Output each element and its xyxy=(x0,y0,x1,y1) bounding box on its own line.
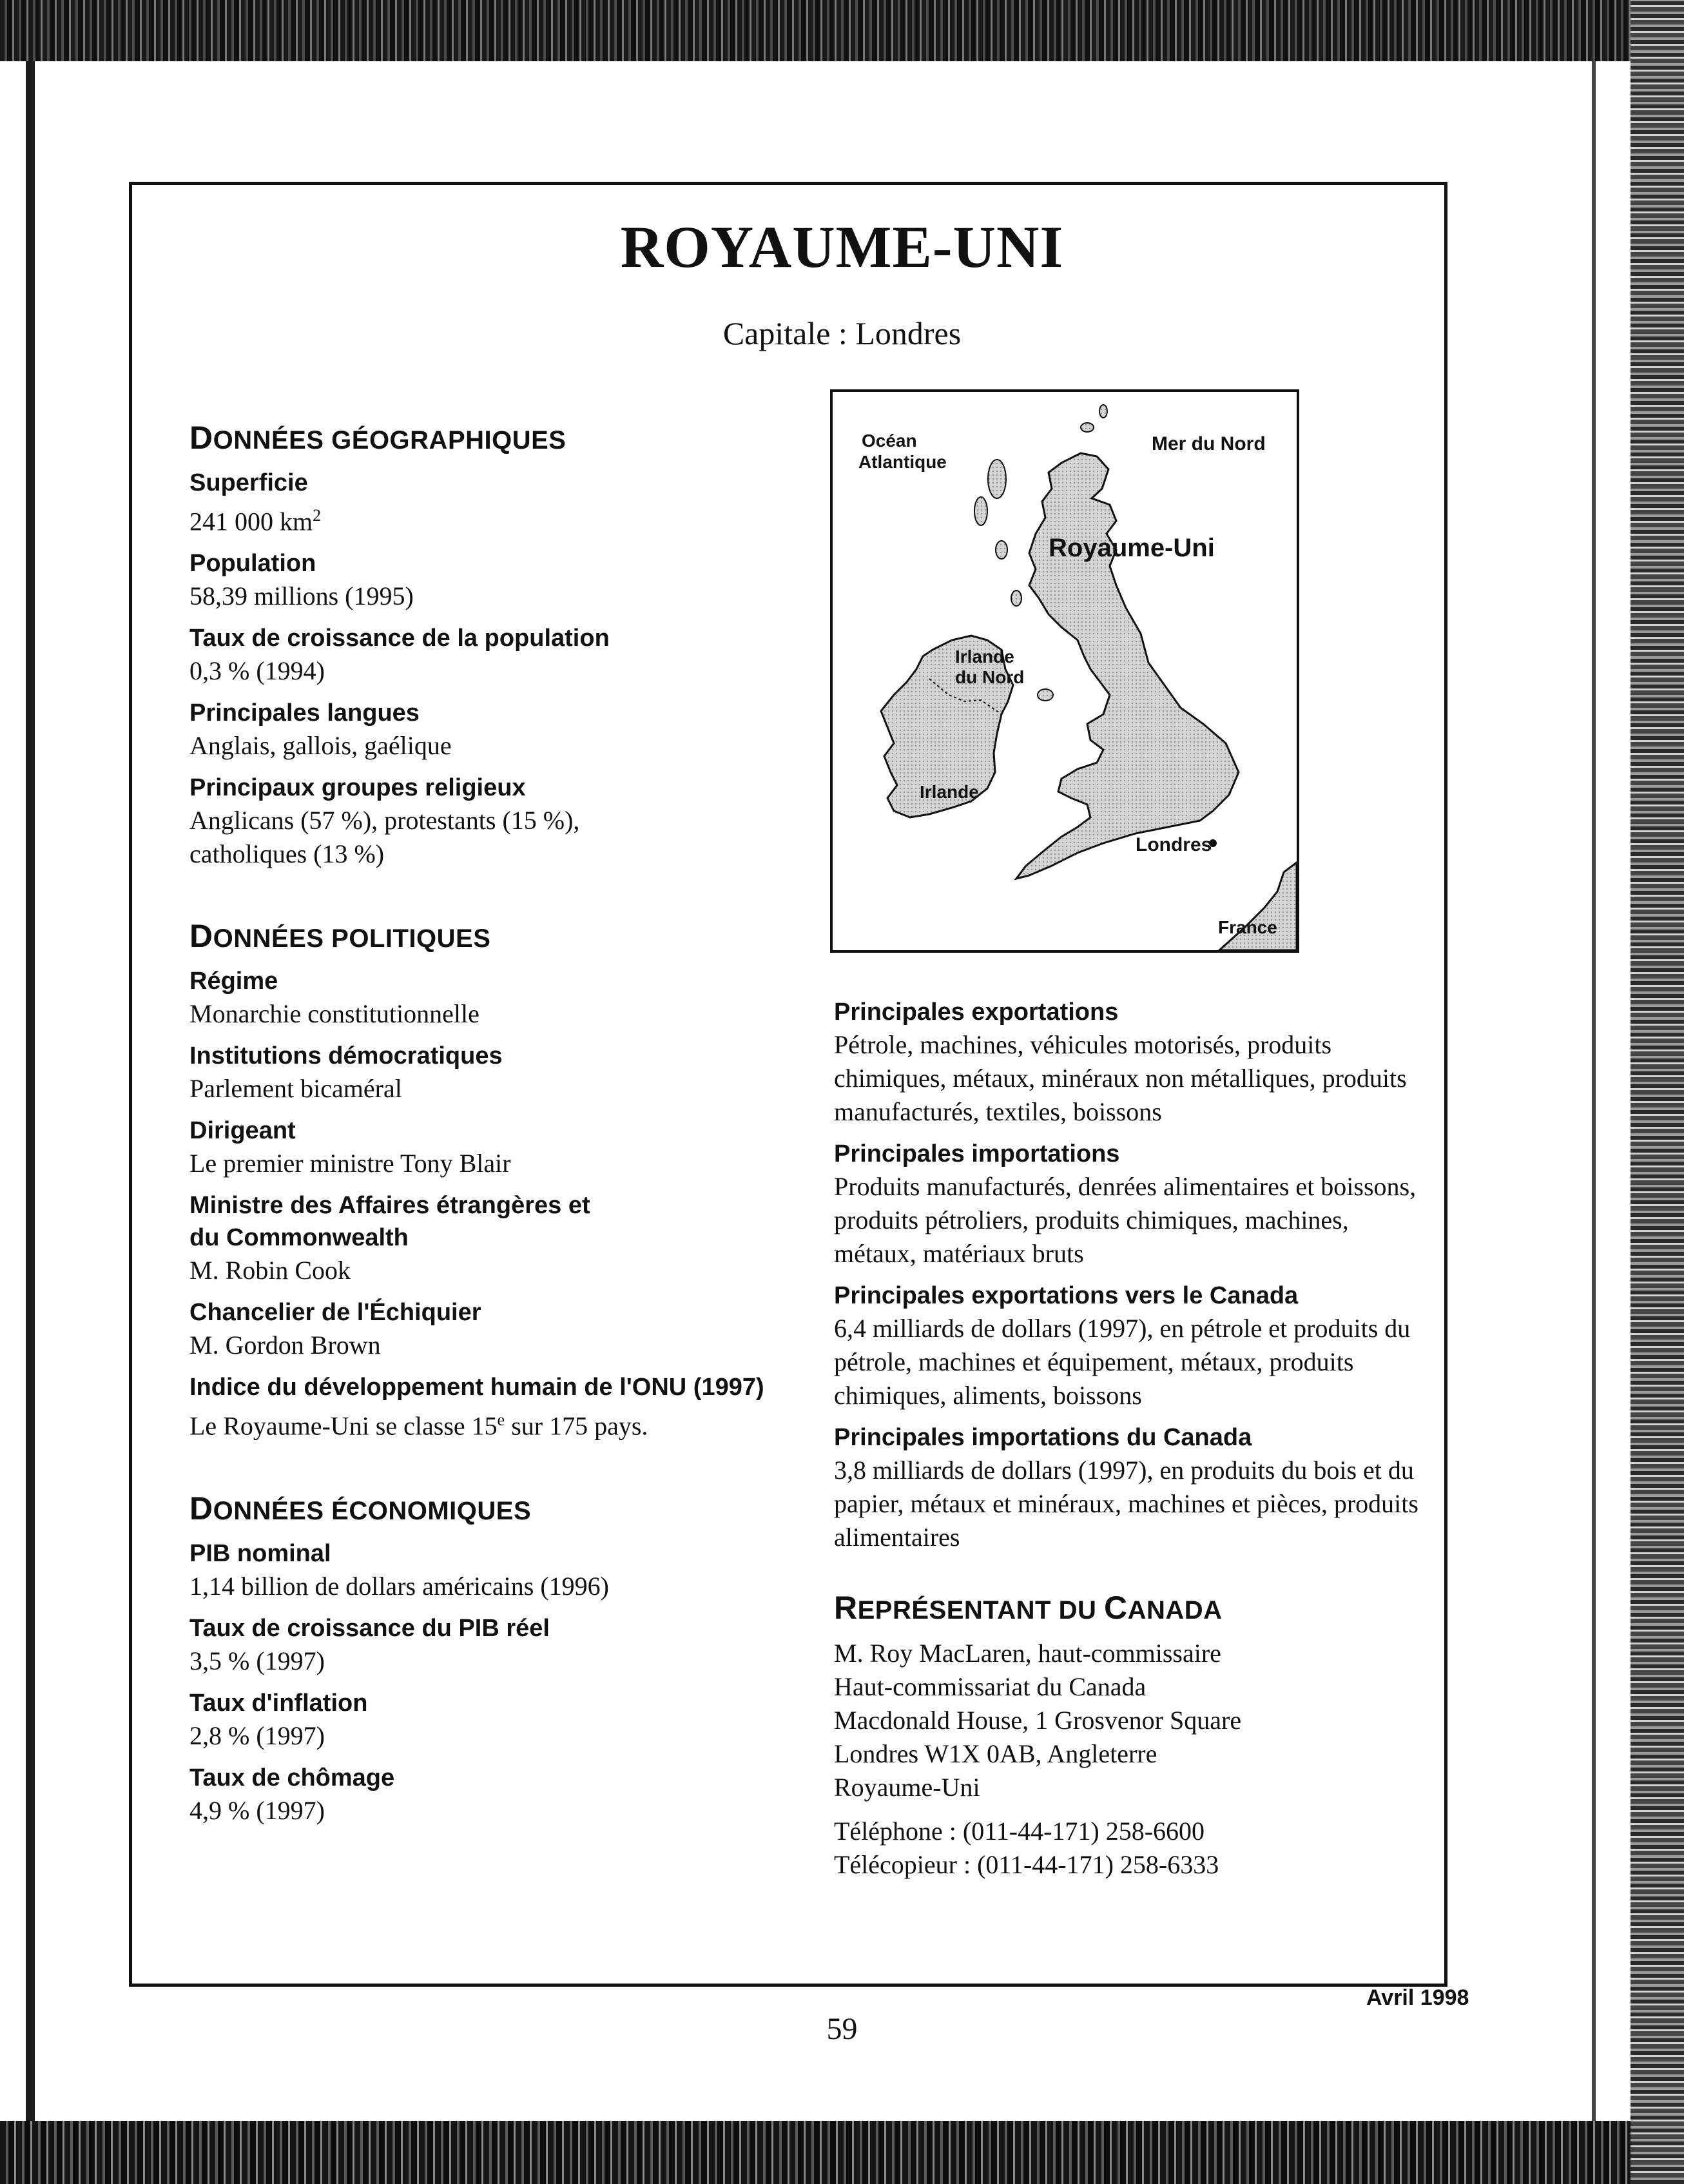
eco-label-gdp: PIB nominal xyxy=(189,1539,331,1567)
island-outer-hebrides xyxy=(988,460,1006,498)
geo-heading: DONNÉES GÉOGRAPHIQUES xyxy=(189,420,566,456)
pol-label-chancellor: Chancelier de l'Échiquier xyxy=(189,1299,481,1327)
rep-line-1: M. Roy MacLaren, haut-commissaire xyxy=(834,1639,1221,1668)
rep-line-4: Londres W1X 0AB, Angleterre xyxy=(834,1739,1157,1768)
right-column xyxy=(834,996,1427,1882)
eco-value-unemployment: 4,9 % (1997) xyxy=(189,1795,325,1825)
scan-border-bottom xyxy=(0,2121,1684,2184)
trade-label-imports-canada: Principales importations du Canada xyxy=(834,1424,1252,1451)
great-britain-shape xyxy=(1016,453,1239,879)
pol-value-chancellor: M. Gordon Brown xyxy=(189,1331,381,1360)
uk-map-svg xyxy=(833,392,1297,950)
rep-heading: REPRÉSENTANT DU CANADA xyxy=(834,1590,1223,1626)
pol-value-foreign-minister: M. Robin Cook xyxy=(189,1256,351,1285)
capital-subtitle: Capitale : Londres xyxy=(722,315,962,351)
pol-value-regime: Monarchie constitutionnelle xyxy=(189,999,479,1029)
scan-border-top xyxy=(0,0,1684,61)
island-shetland xyxy=(1099,405,1107,418)
issue-date: Avril 1998 xyxy=(1366,1985,1469,2010)
scan-border-left xyxy=(26,61,35,2121)
eco-label-unemployment: Taux de chômage xyxy=(189,1764,395,1791)
eco-value-gdp: 1,14 billion de dollars américains (1996) xyxy=(189,1571,609,1601)
map-label-ni-1: Irlande xyxy=(955,647,1014,667)
pol-label-regime: Régime xyxy=(189,968,278,995)
spacer xyxy=(189,880,808,917)
page-number: 59 xyxy=(826,2012,858,2046)
pol-heading: DONNÉES POLITIQUES xyxy=(189,918,491,955)
geo-label-growth: Taux de croissance de la population xyxy=(189,625,610,652)
eco-heading: DONNÉES ÉCONOMIQUES xyxy=(189,1490,532,1526)
map-label-uk: Royaume-Uni xyxy=(1049,534,1215,562)
map-label-ocean-1: Océan xyxy=(862,431,917,451)
geo-label-population: Population xyxy=(189,550,316,578)
geo-label-religions: Principaux groupes religieux xyxy=(189,774,526,802)
pol-label-leader: Dirigeant xyxy=(189,1117,296,1145)
page-title: ROYAUME-UNI xyxy=(620,214,1064,280)
map-label-france: France xyxy=(1218,917,1277,937)
island-man xyxy=(1038,689,1053,701)
left-column xyxy=(189,419,808,1837)
rep-fax: Télécopieur : (011-44-171) 258-6333 xyxy=(834,1850,1219,1879)
trade-label-exports-canada: Principales exportations vers le Canada xyxy=(834,1282,1299,1309)
map-label-north-sea: Mer du Nord xyxy=(1152,433,1266,454)
rep-line-5: Royaume-Uni xyxy=(834,1773,980,1802)
geo-value-religions: Anglicans (57 %), protestants (15 %), catholiques (13 %) xyxy=(189,806,580,869)
map-label-ireland: Irlande xyxy=(920,782,979,802)
geo-label-area: Superficie xyxy=(189,469,308,496)
geo-value-growth: 0,3 % (1994) xyxy=(189,656,325,686)
geo-value-area: 241 000 $km^2$ xyxy=(189,506,322,536)
geo-label-languages: Principales langues xyxy=(189,699,420,727)
pol-label-foreign-minister: Ministre des Affaires étrangères et du Commonwealth xyxy=(189,1192,590,1252)
trade-value-exports: Pétrole, machines, véhicules motorisés, produits chimiques, métaux, minéraux non métalliques, produits manufacturés, textiles, boissons xyxy=(834,1030,1407,1126)
trade-label-exports: Principales exportations xyxy=(834,999,1119,1026)
trade-value-imports-canada: 3,8 milliards de dollars (1997), en produits du bois et du papier, métaux et minéraux, machines et pièces, produits alimentaires xyxy=(834,1456,1418,1552)
eco-value-gdp-growth: 3,5 % (1997) xyxy=(189,1646,325,1675)
geo-value-population: 58,39 millions (1995) xyxy=(189,581,414,611)
geo-value-languages: Anglais, gallois, gaélique xyxy=(189,731,452,761)
page-edge xyxy=(1592,61,1596,2121)
spacer xyxy=(189,1452,808,1490)
eco-label-gdp-growth: Taux de croissance du PIB réel xyxy=(189,1614,550,1642)
pol-label-institutions: Institutions démocratiques xyxy=(189,1042,503,1070)
map-label-london: Londres xyxy=(1136,834,1212,855)
rep-phone: Téléphone : (011-44-171) 258-6600 xyxy=(834,1817,1205,1846)
uk-map xyxy=(830,389,1299,953)
map-label-ni-2: du Nord xyxy=(955,667,1025,687)
island-skye xyxy=(996,541,1007,559)
map-label-ocean-2: Atlantique xyxy=(858,452,947,472)
island-mull xyxy=(1011,590,1021,606)
rep-line-2: Haut-commissariat du Canada xyxy=(834,1672,1147,1701)
spacer xyxy=(834,1563,1427,1589)
pol-label-hdi: Indice du développement humain de l'ONU (1997) xyxy=(189,1374,764,1401)
pol-value-institutions: Parlement bicaméral xyxy=(189,1074,402,1104)
island-orkney xyxy=(1081,423,1094,432)
eco-value-inflation: 2,8 % (1997) xyxy=(189,1721,325,1750)
island-hebrides-south xyxy=(974,497,987,525)
trade-label-imports: Principales importations xyxy=(834,1140,1120,1167)
trade-value-imports: Produits manufacturés, denrées alimentaires et boissons, produits pétroliers, produits chimiques, machines, métaux, matériaux bruts xyxy=(834,1172,1417,1268)
rep-line-3: Macdonald House, 1 Grosvenor Square xyxy=(834,1706,1242,1735)
pol-value-hdi: Le Royaume-Uni se classe 15e sur 175 pays. xyxy=(189,1410,648,1441)
pol-value-leader: Le premier ministre Tony Blair xyxy=(189,1149,511,1178)
eco-label-inflation: Taux d'inflation xyxy=(189,1689,368,1717)
trade-value-exports-canada: 6,4 milliards de dollars (1997), en pétrole et produits du pétrole, machines et équipement, métaux, produits chimiques, aliments, boissons xyxy=(834,1314,1411,1410)
